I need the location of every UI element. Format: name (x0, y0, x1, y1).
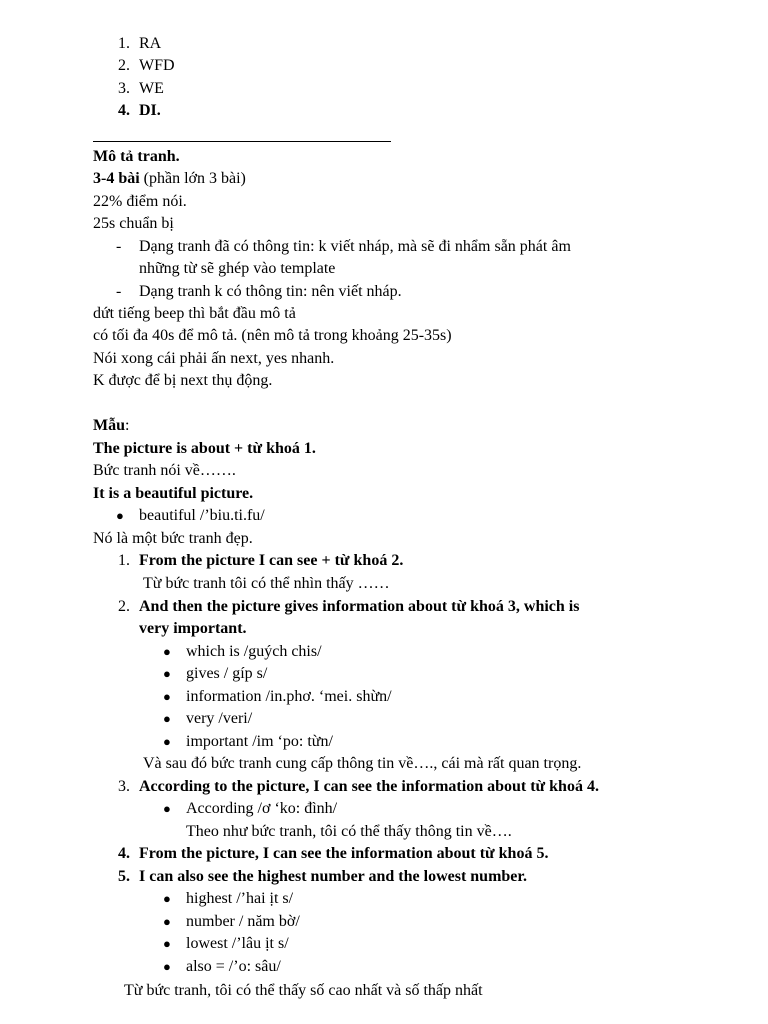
dash-marker: - (116, 238, 122, 255)
template-sentence: And then the picture gives information about từ khoá 3, which is (139, 598, 580, 615)
dash-item-continued: những từ sẽ ghép vào template (139, 260, 336, 277)
bullet-item: which is /guých chis/ (186, 643, 322, 660)
note-line: K được để bị next thụ động. (93, 372, 273, 389)
bullet-icon: ● (163, 734, 171, 749)
prep-line: 25s chuẩn bị (93, 215, 174, 232)
template-sentence: It is a beautiful picture. (93, 485, 254, 502)
dash-item: Dạng tranh k có thông tin: nên viết nháp. (139, 283, 402, 300)
dash-marker: - (116, 283, 122, 300)
list-item: WFD (139, 57, 175, 74)
list-item: WE (139, 80, 164, 97)
template-sentence: From the picture I can see + từ khoá 2. (139, 552, 404, 569)
template-sentence: The picture is about + từ khoá 1. (93, 440, 316, 457)
bullet-item: highest /’hai ịt s/ (186, 890, 294, 907)
bullet-icon: ● (163, 689, 171, 704)
list-number: 4. (118, 102, 130, 119)
template-translation: Từ bức tranh, tôi có thể thấy số cao nhất và số thấp nhất (124, 982, 483, 999)
bullet-icon: ● (163, 891, 171, 906)
bullet-item: important /im ‘po: từn/ (186, 733, 333, 750)
bullet-item: information /in.phơ. ‘mei. shừn/ (186, 688, 392, 705)
list-number: 2. (118, 57, 130, 74)
bullet-item: According /ơ ‘ko: đình/ (186, 800, 338, 817)
bullet-item: also = /’o: sâu/ (186, 958, 281, 975)
list-number: 3. (118, 778, 130, 795)
bullet-icon: ● (163, 914, 171, 929)
template-sentence: According to the picture, I can see the information about từ khoá 4. (139, 778, 599, 795)
template-sentence-continued: very important. (139, 620, 247, 637)
list-number: 1. (118, 552, 130, 569)
note-line: Nói xong cái phải ấn next, yes nhanh. (93, 350, 335, 367)
bullet-item: gives / gíp s/ (186, 665, 268, 682)
list-item: RA (139, 35, 162, 52)
note-line: dứt tiếng beep thì bắt đầu mô tả (93, 305, 296, 322)
bullet-icon: ● (116, 508, 124, 523)
bullet-item: number / năm bờ/ (186, 913, 300, 930)
bullet-icon: ● (163, 711, 171, 726)
count-line (93, 168, 246, 190)
bullet-item: lowest /’lâu ịt s/ (186, 935, 289, 952)
template-translation: Nó là một bức tranh đẹp. (93, 530, 253, 547)
note-line: có tối đa 40s để mô tả. (nên mô tả trong khoảng 25-35s) (93, 327, 452, 344)
list-number: 1. (118, 35, 130, 52)
horizontal-rule (93, 141, 391, 142)
template-heading (93, 415, 129, 437)
count-bold: 3-4 bài (93, 170, 140, 187)
template-heading-colon: : (125, 417, 130, 434)
percent-line: 22% điểm nói. (93, 193, 187, 210)
list-number: 4. (118, 845, 130, 862)
template-translation: Từ bức tranh tôi có thể nhìn thấy …… (143, 575, 390, 592)
bullet-item: very /veri/ (186, 710, 253, 727)
bullet-icon: ● (163, 666, 171, 681)
template-sentence: From the picture, I can see the information about từ khoá 5. (139, 845, 549, 862)
template-sentence: I can also see the highest number and the lowest number. (139, 868, 528, 885)
list-number: 5. (118, 868, 130, 885)
dash-item: Dạng tranh đã có thông tin: k viết nháp, mà sẽ đi nhẩm sẵn phát âm (139, 238, 571, 255)
bullet-icon: ● (163, 959, 171, 974)
template-translation: Và sau đó bức tranh cung cấp thông tin về…., cái mà rất quan trọng. (143, 755, 582, 772)
bullet-icon: ● (163, 936, 171, 951)
bullet-item: beautiful /’biu.ti.fu/ (139, 507, 265, 524)
list-number: 3. (118, 80, 130, 97)
template-translation: Theo như bức tranh, tôi có thể thấy thông tin về…. (186, 823, 512, 840)
template-translation: Bức tranh nói về……. (93, 462, 236, 479)
template-heading-bold: Mẫu (93, 417, 125, 434)
bullet-icon: ● (163, 644, 171, 659)
list-number: 2. (118, 598, 130, 615)
section-title: Mô tả tranh. (93, 148, 180, 165)
bullet-icon: ● (163, 801, 171, 816)
count-rest: (phần lớn 3 bài) (139, 170, 246, 187)
list-item: DI. (139, 102, 161, 119)
